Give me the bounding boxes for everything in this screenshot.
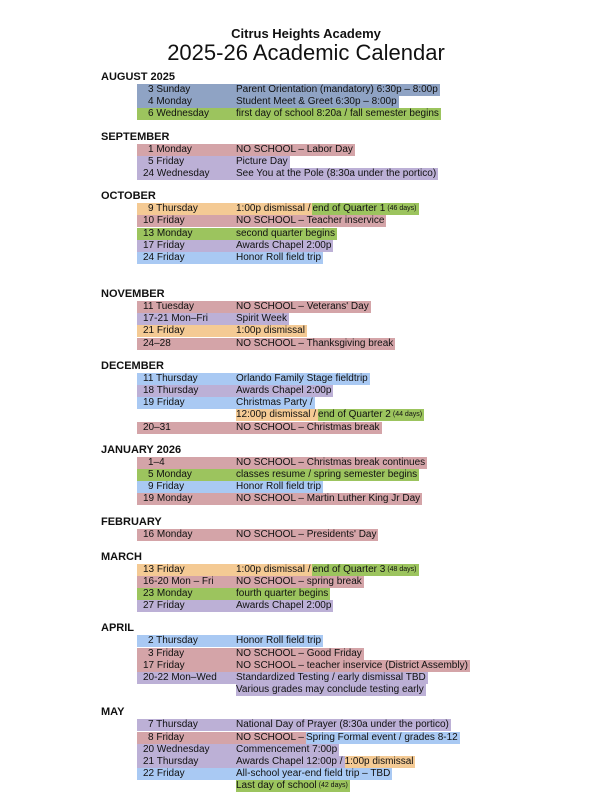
calendar-row xyxy=(0,529,612,541)
event-date: 9 Friday xyxy=(137,481,236,493)
event-date: 24–28 xyxy=(137,338,236,350)
event-date: 1 Monday xyxy=(137,144,236,156)
event-text: Picture Day xyxy=(236,155,288,167)
calendar-row xyxy=(0,768,612,780)
event-date: 3 Sunday xyxy=(137,84,236,96)
event-description xyxy=(236,240,333,252)
event-text: classes resume / spring semester begins xyxy=(236,468,418,480)
calendar-row xyxy=(0,409,612,421)
month-heading: NOVEMBER xyxy=(101,288,165,301)
event-description xyxy=(236,684,426,696)
month-section xyxy=(0,288,612,350)
calendar-row xyxy=(0,780,612,792)
event-text: Standardized Testing / early dismissal TBD xyxy=(236,672,426,683)
month-section xyxy=(0,190,612,264)
event-date: 10 Friday xyxy=(137,215,236,227)
school-name: Citrus Heights Academy xyxy=(231,26,381,41)
event-text: Awards Chapel 2:00p xyxy=(236,600,332,612)
calendar-row xyxy=(0,301,612,313)
event-date: 20 Wednesday xyxy=(137,744,236,756)
event-description xyxy=(236,481,323,493)
event-text: NO SCHOOL – Christmas break continues xyxy=(236,456,426,468)
event-date: 4 Monday xyxy=(137,96,236,108)
calendar-row xyxy=(0,457,612,469)
event-description xyxy=(236,397,315,409)
calendar-row xyxy=(0,684,612,696)
event-date: 2 Thursday xyxy=(137,635,236,647)
month-section xyxy=(0,131,612,181)
event-date: 17-21 Mon–Fri xyxy=(137,313,236,325)
calendar-row xyxy=(0,744,612,756)
event-description xyxy=(236,564,419,576)
event-date xyxy=(137,409,236,421)
event-description xyxy=(236,203,419,215)
event-text: NO SCHOOL – Christmas break xyxy=(236,421,380,433)
event-date: 11 Tuesday xyxy=(137,301,236,313)
event-text: NO SCHOOL – teacher inservice (District Assembly) xyxy=(236,659,468,671)
month-section xyxy=(0,360,612,434)
event-text: 1:00p dismissal / xyxy=(236,563,311,575)
event-date: 5 Friday xyxy=(137,156,236,168)
month-heading: JANUARY 2026 xyxy=(101,443,182,456)
calendar-row xyxy=(0,422,612,434)
event-text: Parent Orientation (mandatory) 6:30p – 8:00p xyxy=(236,84,438,95)
event-description xyxy=(236,338,395,350)
event-description xyxy=(236,600,333,612)
event-description xyxy=(236,719,451,731)
calendar-row xyxy=(0,108,612,120)
month-heading: AUGUST 2025 xyxy=(101,71,175,83)
event-text: Spring Formal event / grades 8-12 xyxy=(305,731,458,743)
day-count: (48 days) xyxy=(387,564,418,576)
event-text: National Day of Prayer (8:30a under the portico) xyxy=(236,719,449,731)
event-description xyxy=(236,588,330,600)
event-description xyxy=(236,744,339,756)
event-description xyxy=(236,84,440,96)
event-text: fourth quarter begins xyxy=(236,588,329,600)
event-description xyxy=(236,422,382,434)
spacer xyxy=(0,274,612,288)
event-date: 6 Wednesday xyxy=(137,108,236,120)
event-description xyxy=(236,648,364,660)
event-text: NO SCHOOL – Martin Luther King Jr Day xyxy=(236,493,421,505)
event-text: end of Quarter 2 xyxy=(318,409,391,421)
calendar-row xyxy=(0,732,612,744)
calendar-row xyxy=(0,168,612,180)
calendar-row xyxy=(0,373,612,385)
event-text: Last day of school xyxy=(236,780,317,792)
event-text: See You at the Pole (8:30a under the portico) xyxy=(236,167,437,179)
event-description xyxy=(236,457,427,469)
month-section xyxy=(0,516,612,541)
event-description xyxy=(236,529,378,541)
event-date: 17 Friday xyxy=(137,660,236,672)
event-text: Honor Roll field trip xyxy=(236,635,322,647)
month-heading: FEBRUARY xyxy=(101,515,162,528)
event-text: Awards Chapel 2:00p xyxy=(236,239,332,251)
event-date: 16-20 Mon – Fri xyxy=(137,576,236,588)
event-description xyxy=(236,96,399,108)
calendar-row xyxy=(0,672,612,684)
event-text: NO SCHOOL – Good Friday xyxy=(236,647,362,659)
calendar-row xyxy=(0,635,612,647)
event-description xyxy=(236,301,371,313)
event-date: 23 Monday xyxy=(137,588,236,600)
calendar-row xyxy=(0,385,612,397)
calendar-row xyxy=(0,203,612,215)
month-section xyxy=(0,551,612,613)
event-date: 21 Thursday xyxy=(137,756,236,768)
event-date: 24 Friday xyxy=(137,252,236,264)
event-description xyxy=(236,228,337,240)
event-date: 8 Friday xyxy=(137,732,236,744)
event-description xyxy=(236,313,289,325)
event-text: Awards Chapel 2:00p xyxy=(236,385,332,396)
month-heading: DECEMBER xyxy=(101,359,164,372)
event-text: NO SCHOOL – Thanksgiving break xyxy=(236,337,394,349)
calendar-row xyxy=(0,84,612,96)
event-text: NO SCHOOL – spring break xyxy=(236,575,362,587)
event-text: end of Quarter 1 xyxy=(312,203,386,215)
event-date: 11 Thursday xyxy=(137,373,236,385)
event-date: 22 Friday xyxy=(137,768,236,780)
day-count: (44 days) xyxy=(393,409,424,421)
event-date: 16 Monday xyxy=(137,529,236,541)
calendar-row xyxy=(0,719,612,731)
day-count: (42 days) xyxy=(319,780,350,792)
calendar-row xyxy=(0,660,612,672)
event-text: Commencement 7:00p xyxy=(236,743,338,755)
month-section xyxy=(0,706,612,792)
event-description xyxy=(236,373,370,385)
event-date: 1–4 xyxy=(137,457,236,469)
month-heading: MAY xyxy=(101,706,125,719)
calendar-row xyxy=(0,756,612,768)
event-description xyxy=(236,635,323,647)
event-date: 19 Monday xyxy=(137,493,236,505)
calendar-title: 2025-26 Academic Calendar xyxy=(167,40,445,65)
calendar-row xyxy=(0,228,612,240)
event-text: NO SCHOOL – Labor Day xyxy=(236,143,353,155)
event-text: All-school year-end field trip – TBD xyxy=(236,768,391,780)
event-description xyxy=(236,768,392,780)
event-date: 7 Thursday xyxy=(137,719,236,731)
calendar-row xyxy=(0,397,612,409)
event-description xyxy=(236,385,333,397)
event-text: first day of school 8:20a / fall semester begins xyxy=(236,108,439,120)
calendar-row xyxy=(0,215,612,227)
event-text: Student Meet & Greet 6:30p – 8:00p xyxy=(236,96,397,108)
day-count: (46 days) xyxy=(387,203,418,215)
month-section xyxy=(0,444,612,506)
month-heading: MARCH xyxy=(101,550,142,563)
event-description xyxy=(236,780,350,792)
calendar-row xyxy=(0,96,612,108)
event-date: 24 Wednesday xyxy=(137,168,236,180)
event-date: 9 Thursday xyxy=(137,203,236,215)
event-date xyxy=(137,780,236,792)
event-text: 1:00p dismissal / xyxy=(236,203,311,215)
event-date: 17 Friday xyxy=(137,240,236,252)
event-date: 13 Monday xyxy=(137,228,236,240)
event-description xyxy=(236,144,355,156)
event-description xyxy=(236,732,460,744)
event-text: Various grades may conclude testing early xyxy=(236,684,424,696)
event-text: NO SCHOOL – Veterans' Day xyxy=(236,301,369,313)
calendar-row xyxy=(0,481,612,493)
month-heading: APRIL xyxy=(101,622,134,635)
calendar-row xyxy=(0,156,612,168)
event-date: 18 Thursday xyxy=(137,385,236,397)
event-date: 19 Friday xyxy=(137,397,236,409)
event-description xyxy=(236,168,438,180)
event-description xyxy=(236,215,386,227)
event-description xyxy=(236,325,307,337)
calendar-row xyxy=(0,338,612,350)
event-date: 13 Friday xyxy=(137,564,236,576)
event-text: Orlando Family Stage fieldtrip xyxy=(236,372,368,384)
calendar-row xyxy=(0,648,612,660)
event-text: Spirit Week xyxy=(236,313,287,325)
event-description xyxy=(236,660,470,672)
event-text: NO SCHOOL – Presidents' Day xyxy=(236,528,377,540)
event-description xyxy=(236,108,441,120)
event-text: second quarter begins xyxy=(236,227,335,239)
calendar-row xyxy=(0,469,612,481)
calendar-row xyxy=(0,144,612,156)
event-text: Christmas Party / xyxy=(236,397,313,409)
event-text: 12:00p dismissal / xyxy=(236,409,317,421)
event-description xyxy=(236,756,415,768)
event-date: 27 Friday xyxy=(137,600,236,612)
calendar-content xyxy=(0,71,612,803)
calendar-row xyxy=(0,240,612,252)
calendar-row xyxy=(0,252,612,264)
event-date: 20-22 Mon–Wed xyxy=(137,672,236,684)
month-heading: OCTOBER xyxy=(101,190,156,203)
event-text: NO SCHOOL – Teacher inservice xyxy=(236,215,385,227)
event-date: 20–31 xyxy=(137,422,236,434)
event-text: Honor Roll field trip xyxy=(236,251,322,263)
month-heading: SEPTEMBER xyxy=(101,130,170,143)
event-description xyxy=(236,409,424,421)
event-description xyxy=(236,493,422,505)
event-description xyxy=(236,672,428,684)
calendar-row xyxy=(0,600,612,612)
event-date: 5 Monday xyxy=(137,469,236,481)
event-description xyxy=(236,469,419,481)
calendar-row xyxy=(0,313,612,325)
event-date xyxy=(137,684,236,696)
calendar-row xyxy=(0,588,612,600)
event-date: 21 Friday xyxy=(137,325,236,337)
calendar-row xyxy=(0,576,612,588)
calendar-row xyxy=(0,325,612,337)
event-text: end of Quarter 3 xyxy=(312,563,386,575)
event-text: Awards Chapel 12:00p / xyxy=(236,755,343,767)
event-description xyxy=(236,576,364,588)
event-description xyxy=(236,252,323,264)
month-section xyxy=(0,622,612,696)
calendar-row xyxy=(0,564,612,576)
calendar-row xyxy=(0,493,612,505)
month-section xyxy=(0,71,612,121)
event-date: 3 Friday xyxy=(137,648,236,660)
event-description xyxy=(236,156,290,168)
event-text: 1:00p dismissal xyxy=(344,755,414,767)
event-text: 1:00p dismissal xyxy=(236,325,305,337)
event-text: Honor Roll field trip xyxy=(236,481,322,493)
event-text: NO SCHOOL – xyxy=(236,731,304,743)
